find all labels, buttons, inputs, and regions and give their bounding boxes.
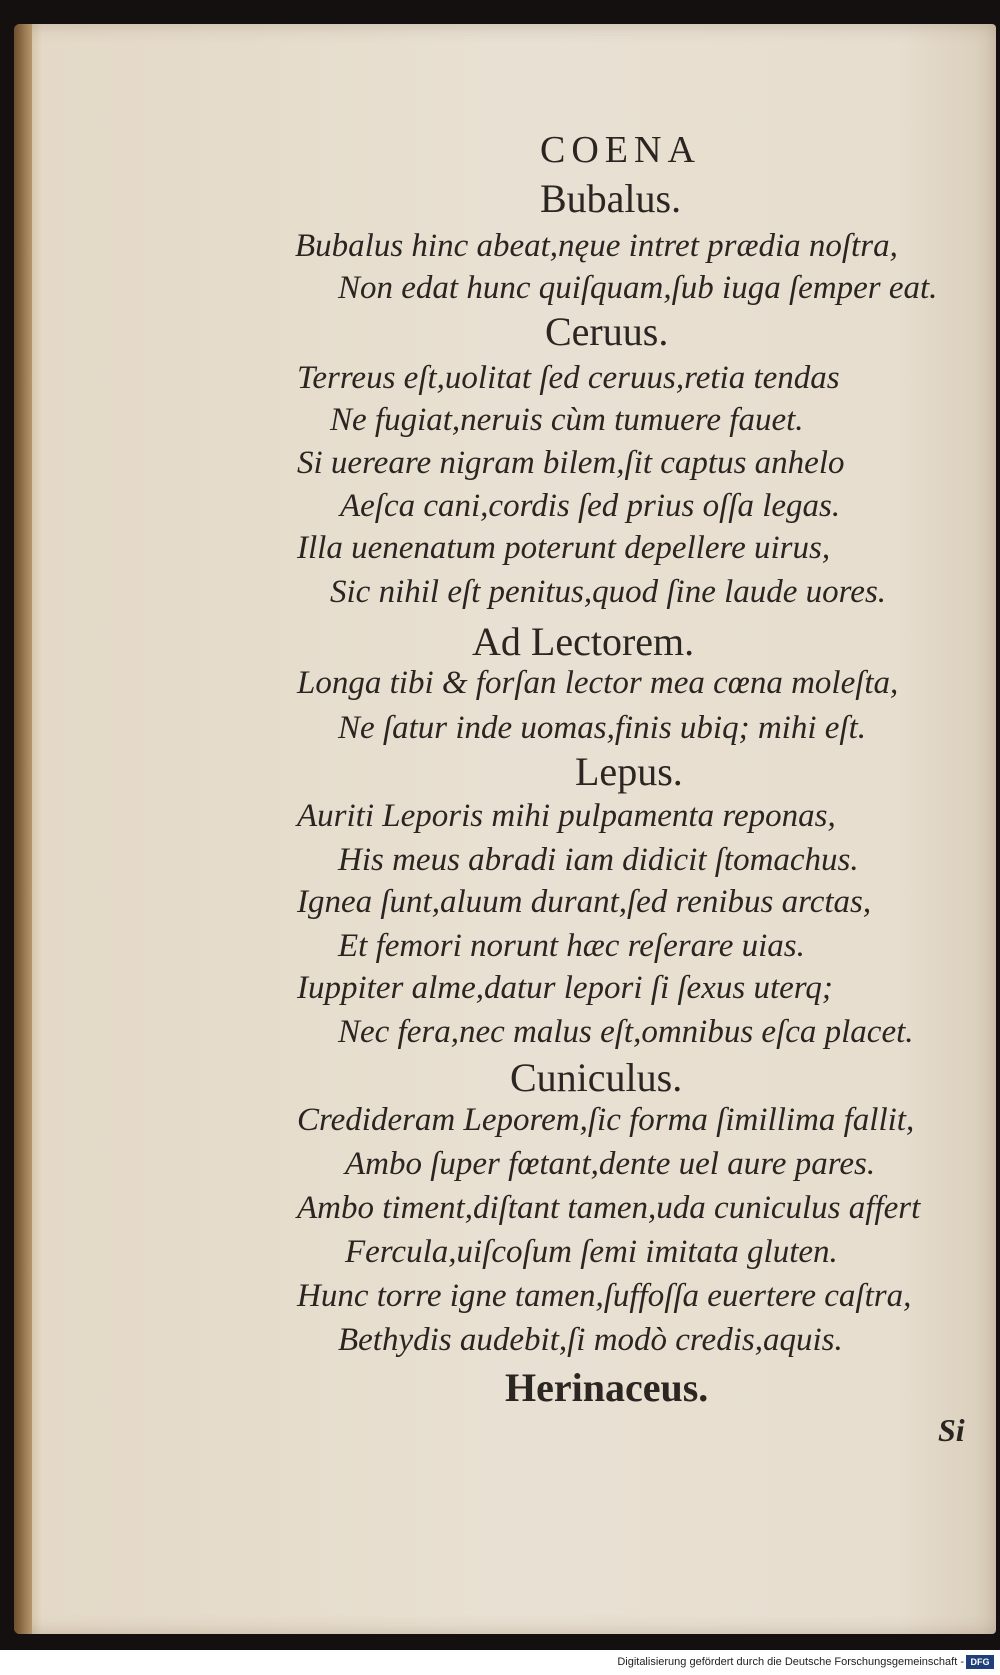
footer-credit: Digitalisierung gefördert durch die Deutsche Forschungsgemeinschaft - (617, 1656, 964, 1668)
section-heading-cuniculus: Cuniculus. (510, 1055, 683, 1100)
section-heading-ad-lectorem: Ad Lectorem. (472, 619, 695, 664)
verse-line: Iuppiter alme,datur lepori ſi ſexus uterq; (297, 970, 833, 1006)
verse-line: Nec fera,nec malus eſt,omnibus eſca placet. (338, 1014, 914, 1050)
verse-line: Ambo timent,diſtant tamen,uda cuniculus affert (297, 1190, 921, 1226)
section-heading-herinaceus: Herinaceus. (505, 1365, 709, 1410)
verse-line: Auriti Leporis mihi pulpamenta reponas, (297, 798, 836, 834)
section-heading-bubalus: Bubalus. (540, 176, 682, 221)
verse-line: Terreus eſt,uolitat ſed ceruus,retia tendas (297, 360, 840, 396)
verse-line: Non edat hunc quiſquam,ſub iuga ſemper eat. (338, 270, 938, 306)
verse-line: Hunc torre igne tamen,ſuffoſſa euertere caſtra, (297, 1278, 912, 1314)
verse-line: Ne fugiat,neruis cùm tumuere fauet. (330, 402, 804, 438)
verse-line: Et femori norunt hæc reſerare uias. (338, 928, 805, 964)
verse-line: Ne ſatur inde uomas,finis ubiq; mihi eſt. (338, 710, 866, 746)
verse-line: Si uereare nigram bilem,ſit captus anhelo (297, 445, 845, 481)
verse-line: Bubalus hinc abeat,nęue intret prædia noſtra, (295, 228, 898, 264)
verse-line: His meus abradi iam didicit ſtomachus. (338, 842, 859, 878)
section-heading-lepus: Lepus. (575, 749, 683, 794)
dfg-logo-icon: DFG (966, 1655, 994, 1669)
section-heading-ceruus: Ceruus. (545, 309, 669, 354)
verse-line: Bethydis audebit,ſi modò credis,aquis. (338, 1322, 843, 1358)
verse-line: Ambo ſuper fœtant,dente uel aure pares. (345, 1146, 876, 1182)
verse-line: Longa tibi & forſan lector mea cœna moleſta, (297, 665, 899, 701)
verse-line: Sic nihil eſt penitus,quod ſine laude uores. (330, 574, 887, 610)
verse-line: Illa uenenatum poterunt depellere uirus, (297, 530, 831, 566)
verse-line: Credideram Leporem,ſic forma ſimillima fallit, (297, 1102, 915, 1138)
verse-line: Ignea ſunt,aluum durant,ſed renibus arctas, (297, 884, 872, 920)
verse-line: Aeſca cani,cordis ſed prius oſſa legas. (340, 488, 841, 524)
running-head: COENA (540, 129, 701, 171)
verse-line: Fercula,uiſcoſum ſemi imitata gluten. (345, 1234, 838, 1270)
catchword: Si (938, 1412, 965, 1448)
